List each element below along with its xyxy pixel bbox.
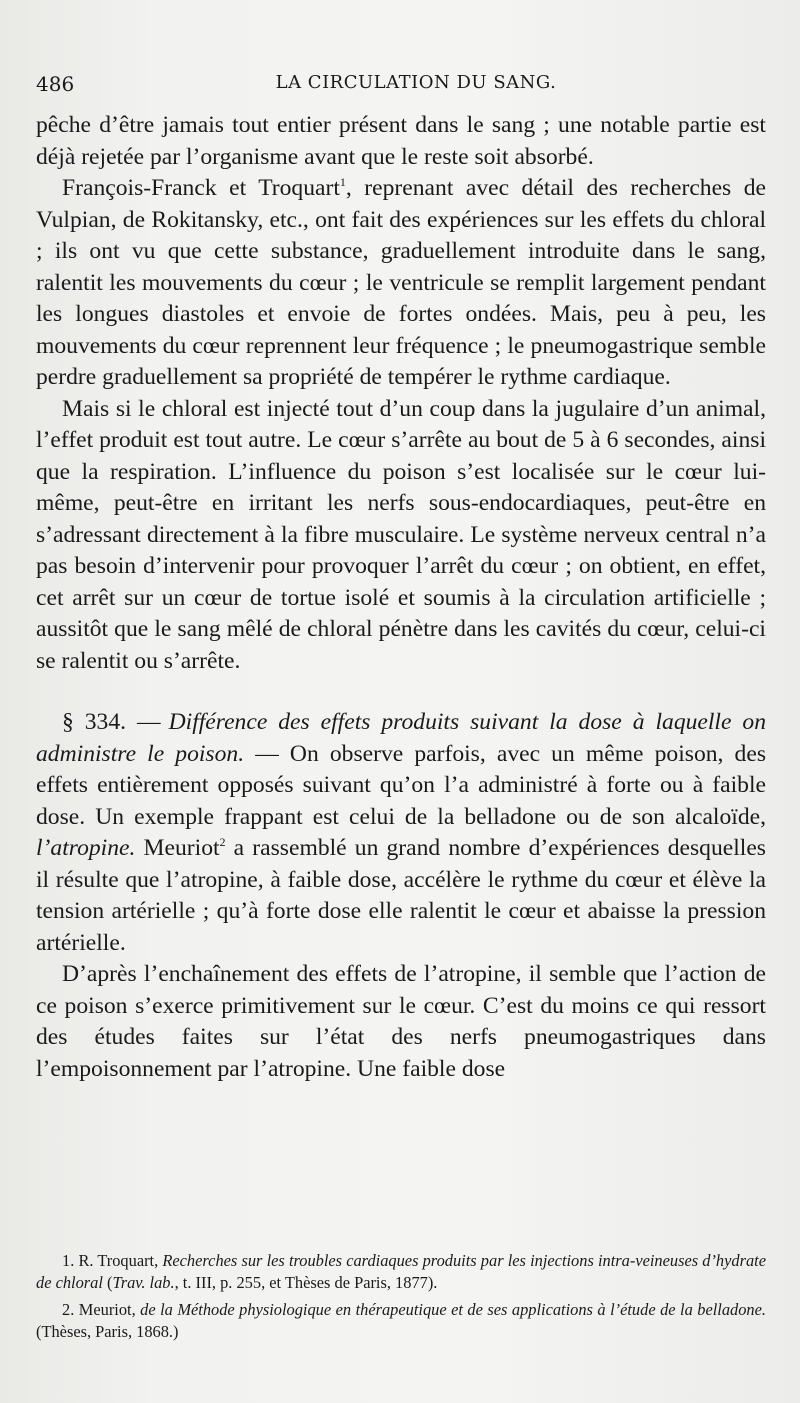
paragraph-text: pêche d’être jamais tout entier présent dans le sang ; une notable partie est déjà rejetée par l’organisme avant que le reste soit absorbé. bbox=[36, 112, 766, 170]
section-number: § 334. — bbox=[62, 709, 161, 735]
body-text bbox=[36, 110, 766, 1085]
paragraph-text: — On observe parfois, avec un même poison, des effets entièrement opposés suivant qu’on l’a administré à forte ou à faible dose. Un exemple frappant est celui de la belladone ou de son alcaloïde, bbox=[36, 740, 766, 830]
footnote-title: Recherches sur les troubles cardiaques produits par les injections intra-veineuses d’hydrate de chloral bbox=[36, 1251, 766, 1292]
paragraph-chloral bbox=[36, 173, 766, 394]
paragraph-jugulaire bbox=[36, 394, 766, 678]
footnote-2 bbox=[36, 1299, 766, 1342]
section-334 bbox=[36, 707, 766, 959]
footnote-text: ( bbox=[102, 1272, 113, 1292]
paragraph-text: Meuriot bbox=[135, 835, 220, 861]
paragraph-text: Mais si le chloral est injecté tout d’un coup dans la jugulaire d’un animal, l’effet produit est tout autre. Le cœur s’arrête au bout de 5 à 6 secondes, ainsi que la respiration. L’influence du poison s’est localisée sur le cœur lui-même, peut-être en irritant les nerfs sous-endocardiaques, peut-être en s’adressant directement à la fibre musculaire. Le système nerveux central n’a pas besoin d’intervenir pour provoquer l’arrêt du cœur ; on obtient, en effet, cet arrêt sur un cœur de tortue isolé et soumis à la circulation artificielle ; aussitôt que le sang mêlé de chloral pénètre dans les cavités du cœur, celui-ci se ralentit ou s’arrête. bbox=[36, 395, 766, 674]
footnote-title: de la Méthode physiologique en thérapeutique et de ses applications à l’étude de la belladone. bbox=[140, 1300, 766, 1319]
page-number: 486 bbox=[36, 72, 75, 96]
footnote-ref-2: 2 bbox=[219, 835, 226, 849]
section-title: Différence des effets produits suivant la dose à laquelle on administre le poison. bbox=[36, 709, 767, 767]
section-spacer bbox=[36, 677, 766, 707]
paragraph-text: a rassemblé un grand nombre d’expériences desquelles il résulte que l’atropine, à faible dose, accélère le rythme du cœur et élève la tension artérielle ; qu’à forte dose elle ralentit le cœur et abaisse la pression artérielle. bbox=[36, 835, 766, 956]
paragraph-atropine bbox=[36, 959, 766, 1085]
footnote-ref-1: 1 bbox=[339, 175, 346, 189]
footnotes bbox=[36, 1250, 766, 1348]
footnote-text: 2. Meuriot, bbox=[62, 1300, 141, 1319]
footnote-1 bbox=[36, 1250, 766, 1293]
page-header bbox=[36, 72, 766, 102]
paragraph-text: François-Franck et Troquart bbox=[62, 175, 340, 201]
footnote-text: 1. R. Troquart, bbox=[62, 1251, 163, 1270]
paragraph-continuation bbox=[36, 110, 766, 173]
running-title: LA CIRCULATION DU SANG. bbox=[275, 72, 557, 93]
footnote-text: , t. III, p. 255, et Thèses de Paris, 1877). bbox=[174, 1272, 438, 1292]
atropine-term: l’atropine. bbox=[36, 835, 136, 861]
paragraph-text: , reprenant avec détail des recherches de Vulpian, de Rokitansky, etc., ont fait des expériences sur les effets du chloral ; ils ont vu que cette substance, graduellement introduite dans le sang, ralentit les mouvements du cœur ; le ventricule se remplit largement pendant les longues diastoles et envoie de fortes ondées. Mais, peu à peu, les mouvements du cœur reprennent leur fréquence ; le pneumogastrique semble perdre graduellement sa propriété de tempérer le rythme cardiaque. bbox=[36, 175, 766, 390]
footnote-text: (Thèses, Paris, 1868.) bbox=[36, 1321, 179, 1341]
footnote-journal: Trav. lab. bbox=[112, 1272, 175, 1292]
paragraph-text: D’après l’enchaînement des effets de l’atropine, il semble que l’action de ce poison s’exerce primitivement sur le cœur. C’est du moins ce qui ressort des études faites sur l’état des nerfs pneumogastriques dans l’empoisonnement par l’atropine. Une faible dose bbox=[36, 961, 766, 1082]
